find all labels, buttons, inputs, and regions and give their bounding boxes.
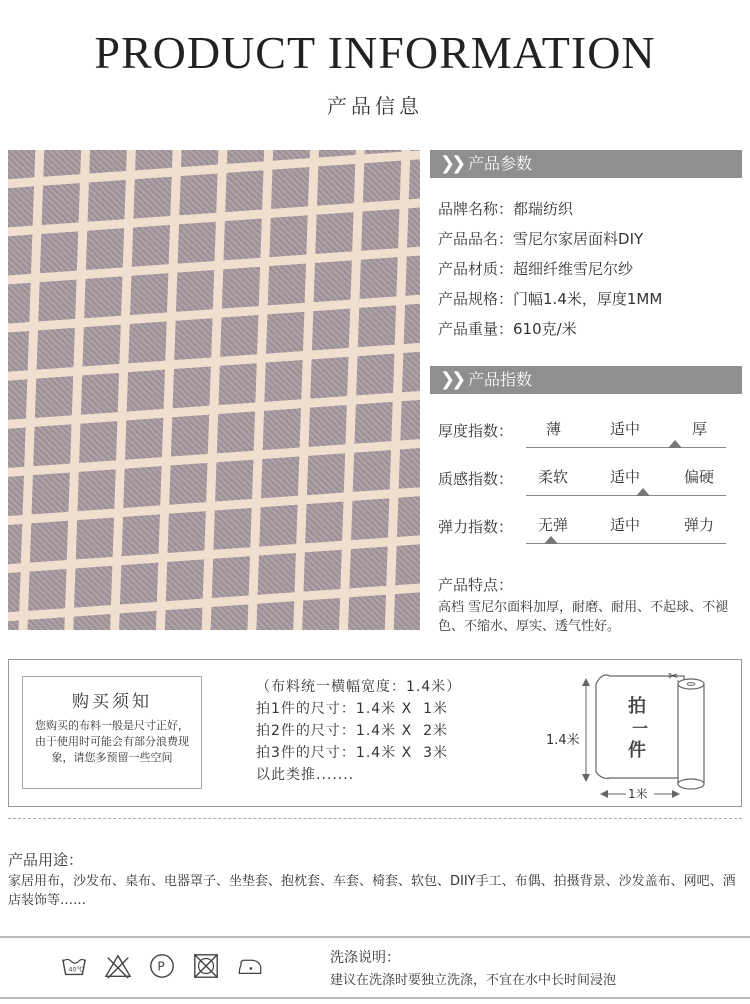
size-list: [256, 676, 461, 786]
texture-index-row: [438, 462, 744, 502]
features-title: 产品特点：: [438, 576, 514, 594]
param-spec: 产品规格：门幅1.4米，厚度1MM: [438, 290, 663, 308]
notice-body: 您购买的布料一般是尺寸正好，由于使用时可能会有部分浪费现象，请您多预留一些空间: [35, 719, 189, 764]
thickness-index-label: 厚度指数：: [438, 422, 514, 440]
params-section-title: 产品参数: [468, 154, 533, 173]
thickness-option-medium: 适中: [610, 420, 641, 438]
roll-width-label: 1米: [628, 787, 648, 801]
texture-option-hard: 偏硬: [684, 468, 715, 486]
fabric-roll-diagram: [582, 662, 732, 802]
thickness-option-thick: 厚: [692, 420, 708, 438]
usage-text: 家居用布，沙发布、桌布、电器罩子、坐垫套、抱枕套、车套、椅套、软包、DIIY手工、布偶、拍摄背景、沙发盖布、网吧、酒店装饰等……: [8, 874, 736, 908]
svg-text:件: 件: [628, 740, 646, 761]
usage-title: 产品用途：: [8, 851, 84, 869]
elasticity-option-none: 无弹: [538, 516, 569, 534]
wash-icon-row: [60, 952, 264, 980]
texture-marker-icon: [636, 488, 650, 496]
elasticity-marker-icon: [544, 536, 558, 544]
dry-clean-p-icon: [148, 952, 176, 980]
svg-text:40℃: 40℃: [68, 965, 85, 974]
no-tumble-dry-icon: [192, 952, 220, 980]
thickness-option-thin: 薄: [546, 420, 562, 438]
size-line: 拍1件的尺寸：1.4米 X 1米: [256, 701, 449, 717]
svg-text:拍: 拍: [628, 696, 646, 717]
size-line: 拍3件的尺寸：1.4米 X 3米: [256, 745, 449, 761]
iron-low-icon: [236, 952, 264, 980]
size-line: 拍2件的尺寸：1.4米 X 2米: [256, 723, 449, 739]
param-weight: 产品重量：610克/米: [438, 320, 577, 338]
double-chevron-icon: ❯❯: [440, 369, 463, 390]
scissors-icon: ✂: [668, 669, 679, 683]
svg-text:P: P: [157, 959, 165, 974]
param-name: 产品品名：雪尼尔家居面料DIY: [438, 230, 644, 248]
wash-text: 建议在洗涤时要独立洗涤，不宜在水中长时间浸泡: [330, 973, 617, 988]
wash-title: 洗涤说明：: [330, 950, 400, 966]
param-material: 产品材质：超细纤维雪尼尔纱: [438, 260, 634, 278]
texture-option-medium: 适中: [610, 468, 641, 486]
thickness-scale-line: [526, 447, 726, 448]
page-title: PRODUCT INFORMATION: [94, 27, 656, 78]
wash-bottom-divider: [0, 997, 750, 999]
thickness-marker-icon: [668, 440, 682, 448]
texture-scale-line: [526, 495, 726, 496]
features-text: 高档 雪尼尔面料加厚，耐磨、耐用、不起球、不褪色、不缩水、厚实、透气性好。: [438, 600, 729, 634]
param-brand: 品牌名称：都瑞纺织: [438, 200, 574, 218]
elasticity-option-stretch: 弹力: [684, 516, 715, 534]
double-chevron-icon: ❯❯: [440, 153, 463, 174]
index-section-header: [430, 366, 742, 394]
svg-text:一: 一: [632, 719, 649, 738]
params-section-header: [430, 150, 742, 178]
fabric-product-image: [8, 150, 420, 630]
wash-40-icon: [60, 952, 88, 980]
roll-height-label: 1.4米: [546, 733, 580, 748]
index-section-title: 产品指数: [468, 370, 533, 389]
wash-top-divider: [0, 936, 750, 938]
texture-index-label: 质感指数：: [438, 470, 514, 488]
more-line: 以此类推.......: [256, 767, 355, 783]
texture-option-soft: 柔软: [538, 468, 569, 486]
section-divider: [8, 818, 742, 819]
elasticity-index-label: 弹力指数：: [438, 518, 514, 536]
thickness-index-row: [438, 414, 744, 454]
width-line: （布料统一横幅宽度：1.4米）: [256, 679, 462, 695]
elasticity-option-medium: 适中: [610, 516, 641, 534]
notice-title: 购买须知: [72, 692, 152, 712]
elasticity-index-row: [438, 510, 744, 550]
purchase-notice: [22, 676, 202, 789]
page-subtitle: 产品信息: [327, 94, 423, 118]
no-bleach-icon: [104, 952, 132, 980]
